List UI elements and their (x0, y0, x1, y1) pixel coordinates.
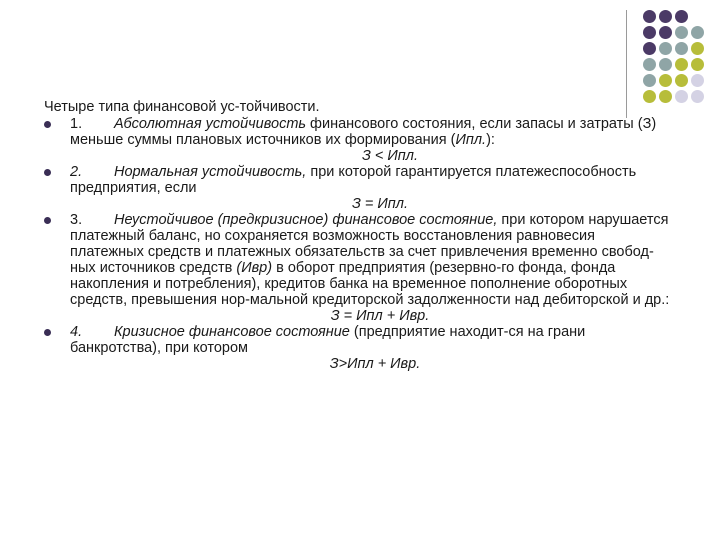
list-item-crisis-state (44, 324, 670, 372)
decor-dot (675, 90, 688, 103)
decor-dot (643, 26, 656, 39)
bullet-icon (44, 121, 51, 128)
decor-dot (691, 42, 704, 55)
decor-dot (675, 26, 688, 39)
item-number: 3. (70, 212, 83, 228)
decor-dot (675, 74, 688, 87)
decor-dot (643, 42, 656, 55)
formula: З < Ипл. (362, 148, 418, 164)
item-abbr: (Ивр) (236, 260, 273, 276)
item-term: Неустойчивое (предкризисное) финансовое состояние, (114, 212, 498, 228)
item-text: (предприятие находит-ся на грани банкротства), при котором (70, 324, 586, 356)
decor-dot (659, 74, 672, 87)
item-term: Нормальная устойчивость, (114, 164, 307, 180)
decorative-dot-grid (640, 10, 718, 110)
decor-dot (643, 10, 656, 23)
formula: З>Ипл + Ивр. (329, 356, 421, 372)
item-number: 2. (70, 164, 83, 180)
decor-dot (691, 58, 704, 71)
decor-dot (675, 10, 688, 23)
slide-heading: Четыре типа финансовой ус-тойчивости. (44, 99, 320, 115)
formula: З = Ипл + Ивр. (330, 308, 430, 324)
decor-dot (691, 26, 704, 39)
item-text-end: ): (486, 132, 495, 148)
item-term: Кризисное финансовое состояние (114, 324, 350, 340)
list-item-normal-stability (44, 164, 670, 212)
list-item-absolute-stability (44, 116, 670, 164)
bullet-icon (44, 329, 51, 336)
decor-dot (659, 42, 672, 55)
decor-dot (675, 58, 688, 71)
item-term: Абсолютная устойчивость (114, 116, 307, 132)
item-number: 4. (70, 324, 83, 340)
slide-content (44, 99, 670, 372)
decor-dot (659, 10, 672, 23)
list-item-unstable-state (44, 212, 670, 324)
item-text: при которой гарантируется платежеспособность предприятия, если (70, 164, 637, 196)
bullet-icon (44, 169, 51, 176)
decor-dot (643, 74, 656, 87)
decor-dot (659, 58, 672, 71)
item-text-end: в оборот предприятия (резервно-го фонда, фонда накопления и потребления), кредитов банка на временное пополнение оборотных средств, превышения нор-мальной кредиторской задолженности над дебиторской и др.: (70, 260, 670, 308)
item-abbr: Ипл. (455, 132, 487, 148)
decor-dot (675, 42, 688, 55)
item-number: 1. (70, 116, 83, 132)
decor-dot (691, 74, 704, 87)
decor-dot (691, 90, 704, 103)
decor-dot (643, 58, 656, 71)
bullet-icon (44, 217, 51, 224)
item-text: при котором нарушается платежный баланс, но сохраняется возможность восстановления равновесия платежных средств и платежных обязательств за счет привлечения временно свобод-ных источников средств (70, 212, 669, 276)
item-text: финансового состояния, если запасы и затраты (З) меньше суммы плановых источников их формирования ( (70, 116, 657, 148)
formula: З = Ипл. (352, 196, 408, 212)
decor-dot (659, 26, 672, 39)
